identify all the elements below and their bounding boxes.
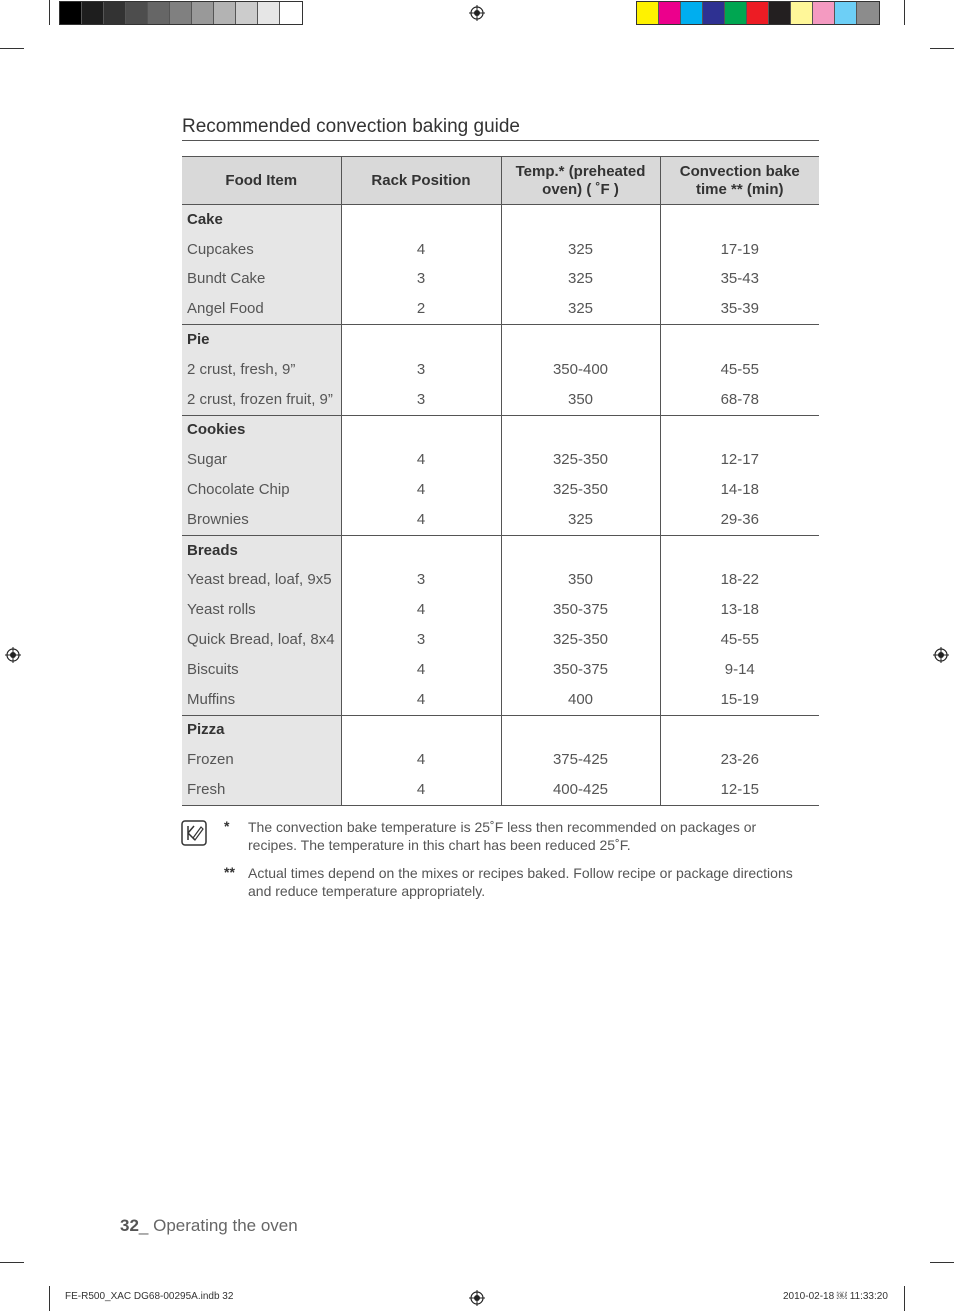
rack-position-cell: 4 [341, 505, 501, 535]
color-swatch [791, 2, 813, 24]
color-swatch [214, 2, 236, 24]
table-row [182, 385, 819, 415]
header-temperature: Temp.* (preheated oven) ( ˚F ) [501, 157, 660, 205]
note-text: Actual times depend on the mixes or recipes baked. Follow recipe or package directions and reduce temperature appropriately. [248, 865, 793, 899]
crop-mark [930, 1262, 954, 1263]
section-name: _ Operating the oven [138, 1216, 298, 1235]
color-swatch-bar [636, 1, 880, 25]
food-item-cell: Brownies [182, 505, 341, 535]
food-item-cell: Yeast bread, loaf, 9x5 [182, 566, 341, 596]
bake-time-cell: 13-18 [720, 601, 759, 619]
note-text: The convection bake temperature is 25˚F less then recommended on packages or recipes. The temperature in this chart has been reduced 25˚F. [248, 819, 757, 853]
color-swatch [835, 2, 857, 24]
page-title: Recommended convection baking guide [182, 116, 819, 141]
rack-position-cell: 4 [341, 775, 501, 805]
color-swatch [813, 2, 835, 24]
bake-time-cell: 35-43 [720, 270, 759, 288]
temperature-cell: 325 [501, 235, 660, 265]
food-item-cell: Fresh [182, 775, 341, 805]
empty-cell [660, 715, 819, 745]
temperature-cell: 325-350 [501, 625, 660, 655]
temperature-cell: 375-425 [501, 745, 660, 775]
table-row [182, 235, 819, 265]
rack-position-cell: 4 [341, 235, 501, 265]
crop-mark [0, 1262, 24, 1263]
bake-time-cell: 68-78 [660, 385, 819, 415]
food-item-cell: Cupcakes [182, 235, 341, 265]
food-item-cell: Frozen [182, 745, 341, 775]
color-swatch [769, 2, 791, 24]
registration-mark-icon [469, 1290, 485, 1306]
temperature-cell: 350 [501, 385, 660, 415]
table-row [182, 595, 819, 625]
empty-cell [341, 715, 501, 745]
note-marker: ** [224, 864, 235, 880]
category-row [182, 415, 819, 445]
crop-mark [49, 0, 50, 25]
temperature-cell: 325-350 [501, 445, 660, 475]
color-swatch [236, 2, 258, 24]
empty-cell [501, 325, 660, 355]
bake-time-cell: 45-55 [720, 631, 759, 649]
category-label: Pie [182, 325, 341, 355]
rack-position-cell: 2 [341, 294, 501, 324]
food-item-cell: Angel Food [182, 294, 341, 324]
empty-cell [341, 325, 501, 355]
bake-time-cell: 12-17 [720, 451, 759, 469]
rack-position-cell: 3 [341, 625, 501, 655]
page-number: 32 [120, 1216, 139, 1235]
bake-time-cell: 29-36 [660, 505, 819, 535]
bake-time-cell: 35-39 [660, 294, 819, 324]
table-row [182, 775, 819, 805]
bake-time-cell: 14-18 [720, 481, 759, 499]
crop-mark [930, 48, 954, 49]
bake-time-cell: 15-19 [660, 685, 819, 715]
food-item-cell: Sugar [182, 445, 341, 475]
color-swatch [703, 2, 725, 24]
temperature-cell: 325-350 [501, 475, 660, 505]
temperature-cell: 325 [501, 265, 660, 295]
baking-guide-table [182, 156, 819, 806]
bake-time-cell: 12-15 [660, 775, 819, 805]
color-swatch [104, 2, 126, 24]
color-swatch [659, 2, 681, 24]
color-swatch [747, 2, 769, 24]
color-swatch [681, 2, 703, 24]
color-swatch [170, 2, 192, 24]
table-row [182, 655, 819, 685]
food-item-cell: 2 crust, fresh, 9” [182, 355, 341, 385]
category-row [182, 325, 819, 355]
rack-position-cell: 3 [341, 265, 501, 295]
table-row [182, 685, 819, 715]
food-item-cell: 2 crust, frozen fruit, 9” [182, 385, 341, 415]
color-swatch [725, 2, 747, 24]
rack-position-cell: 4 [341, 745, 501, 775]
table-row [182, 294, 819, 324]
table-row [182, 445, 819, 475]
file-slug: FE-R500_XAC DG68-00295A.indb 32 [65, 1291, 234, 1302]
empty-cell [501, 535, 660, 565]
rack-position-cell: 4 [341, 475, 501, 505]
empty-cell [660, 325, 819, 355]
food-item-cell: Quick Bread, loaf, 8x4 [182, 625, 341, 655]
empty-cell [660, 415, 819, 445]
bake-time-cell: 17-19 [720, 240, 759, 258]
color-swatch [192, 2, 214, 24]
color-swatch [258, 2, 280, 24]
empty-cell [660, 535, 819, 565]
registration-mark-icon [5, 647, 21, 663]
color-swatch [60, 2, 82, 24]
rack-position-cell: 3 [341, 355, 501, 385]
empty-cell [660, 205, 819, 235]
bake-time-cell: 45-55 [720, 360, 759, 378]
note-marker: * [224, 818, 230, 834]
grayscale-color-bar [59, 1, 303, 25]
category-label: Breads [182, 535, 341, 565]
table-row [182, 355, 819, 385]
bake-time-cell: 18-22 [720, 571, 759, 589]
color-swatch [280, 2, 302, 24]
table-row [182, 265, 819, 295]
rack-position-cell: 3 [341, 566, 501, 596]
temperature-cell: 350 [501, 566, 660, 596]
temperature-cell: 325 [501, 505, 660, 535]
category-label: Pizza [182, 715, 341, 745]
color-swatch [82, 2, 104, 24]
header-food-item: Food Item [182, 157, 341, 205]
category-row [182, 715, 819, 745]
temperature-cell: 350-400 [501, 355, 660, 385]
header-bake-time: Convection bake time ** (min) [660, 157, 819, 205]
rack-position-cell: 4 [341, 445, 501, 475]
print-timestamp: 2010-02-18 ￼ 11:33:20 [783, 1291, 888, 1302]
registration-mark-icon [933, 647, 949, 663]
empty-cell [501, 205, 660, 235]
crop-mark [904, 1286, 905, 1311]
temperature-cell: 400 [501, 685, 660, 715]
temperature-cell: 350-375 [501, 595, 660, 625]
category-row [182, 535, 819, 565]
table-row [182, 625, 819, 655]
registration-mark-icon [469, 5, 485, 21]
temperature-cell: 325 [501, 294, 660, 324]
category-row [182, 205, 819, 235]
color-swatch [148, 2, 170, 24]
table-header-row [182, 157, 819, 205]
food-item-cell: Chocolate Chip [182, 475, 341, 505]
bake-time-cell: 23-26 [720, 751, 759, 769]
crop-mark [904, 0, 905, 25]
temperature-cell: 350-375 [501, 655, 660, 685]
rack-position-cell: 4 [341, 595, 501, 625]
empty-cell [341, 535, 501, 565]
rack-position-cell: 3 [341, 385, 501, 415]
food-item-cell: Biscuits [182, 655, 341, 685]
color-swatch [126, 2, 148, 24]
table-row [182, 505, 819, 535]
color-swatch [857, 2, 879, 24]
table-row [182, 566, 819, 596]
empty-cell [501, 715, 660, 745]
bake-time-cell: 9-14 [724, 660, 755, 678]
rack-position-cell: 4 [341, 685, 501, 715]
temperature-cell: 400-425 [501, 775, 660, 805]
category-label: Cookies [182, 415, 341, 445]
food-item-cell: Muffins [182, 685, 341, 715]
color-swatch [637, 2, 659, 24]
empty-cell [341, 205, 501, 235]
crop-mark [49, 1286, 50, 1311]
category-label: Cake [182, 205, 341, 235]
food-item-cell: Bundt Cake [182, 265, 341, 295]
table-row [182, 745, 819, 775]
empty-cell [341, 415, 501, 445]
note-icon [181, 820, 207, 846]
rack-position-cell: 4 [341, 655, 501, 685]
food-item-cell: Yeast rolls [182, 595, 341, 625]
header-rack-position: Rack Position [341, 157, 501, 205]
crop-mark [0, 48, 24, 49]
page-footer [120, 1216, 298, 1236]
empty-cell [501, 415, 660, 445]
table-row [182, 475, 819, 505]
